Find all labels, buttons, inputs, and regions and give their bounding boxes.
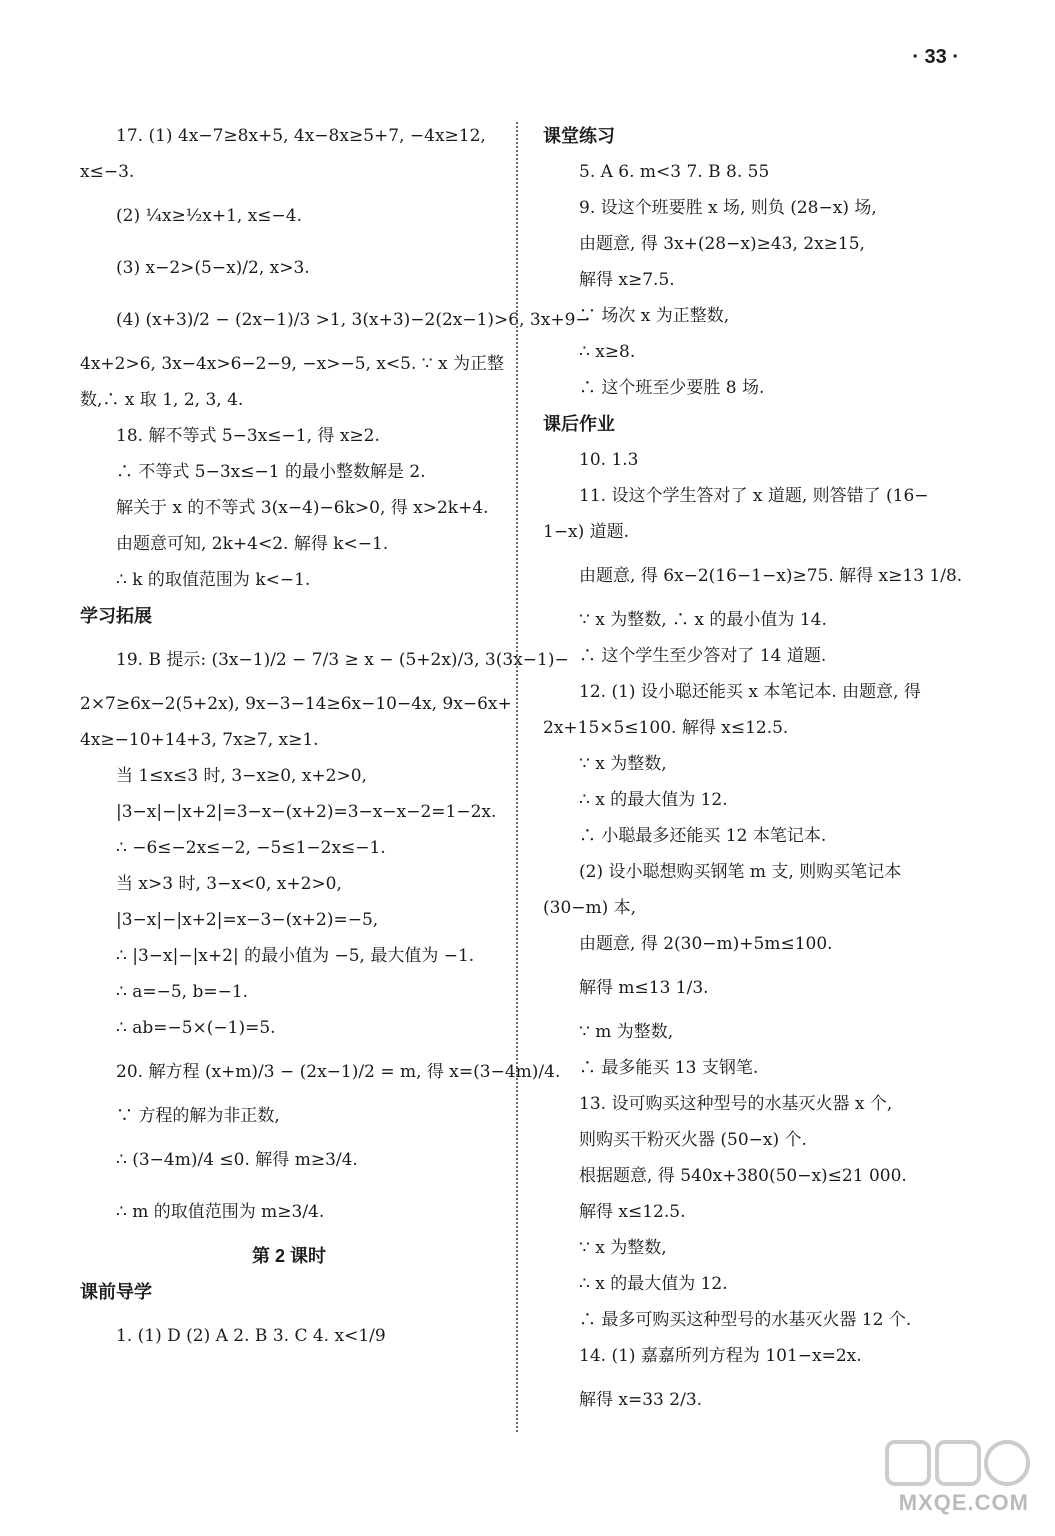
right-line: ∴ 最多能买 13 支钢笔.	[579, 1058, 759, 1078]
right-line: ∴ 小聪最多还能买 12 本笔记本.	[579, 826, 827, 846]
right-line: 课后作业	[543, 414, 615, 434]
left-line: |3−x|−|x+2|=3−x−(x+2)=3−x−x−2=1−2x.	[116, 802, 497, 822]
left-line: 20. 解方程 (x+m)/3 − (2x−1)/2 = m, 得 x=(3−4m)/4.	[116, 1062, 561, 1082]
right-line: 由题意, 得 3x+(28−x)≥43, 2x≥15,	[579, 234, 865, 254]
right-line: 则购买干粉灭火器 (50−x) 个.	[579, 1130, 807, 1150]
left-line: ∴ ab=−5×(−1)=5.	[116, 1018, 276, 1038]
right-line: ∵ x 为整数,	[579, 754, 667, 774]
right-line: 解得 x=33 2/3.	[579, 1390, 703, 1410]
left-line: ∴ k 的取值范围为 k<−1.	[116, 570, 311, 590]
right-line: ∵ x 为整数,	[579, 1238, 667, 1258]
left-line: ∴ a=−5, b=−1.	[116, 982, 249, 1002]
right-line: 由题意, 得 6x−2(16−1−x)≥75. 解得 x≥13 1/8.	[579, 566, 963, 586]
left-line: ∴ −6≤−2x≤−2, −5≤1−2x≤−1.	[116, 838, 386, 858]
right-line: ∴ x 的最大值为 12.	[579, 790, 728, 810]
left-line: ∵ 方程的解为非正数,	[116, 1106, 280, 1126]
left-line: 解关于 x 的不等式 3(x−4)−6k>0, 得 x>2k+4.	[116, 498, 489, 518]
left-line: 第 2 课时	[251, 1246, 326, 1266]
right-line: (30−m) 本,	[543, 898, 637, 918]
right-line: 课堂练习	[543, 126, 615, 146]
right-line: 解得 x≥7.5.	[579, 270, 675, 290]
right-line: 解得 x≤12.5.	[579, 1202, 686, 1222]
right-line: 解得 m≤13 1/3.	[579, 978, 709, 998]
left-line: 17. (1) 4x−7≥8x+5, 4x−8x≥5+7, −4x≥12,	[116, 126, 486, 146]
left-line: (3) x−2>(5−x)/2, x>3.	[116, 258, 310, 278]
right-line: 10. 1.3	[579, 450, 639, 470]
page-number: · 33 ·	[912, 46, 959, 68]
left-line: 当 x>3 时, 3−x<0, x+2>0,	[116, 874, 342, 894]
right-line: 12. (1) 设小聪还能买 x 本笔记本. 由题意, 得	[579, 682, 921, 702]
right-line: 由题意, 得 2(30−m)+5m≤100.	[579, 934, 833, 954]
right-line: 14. (1) 嘉嘉所列方程为 101−x=2x.	[579, 1346, 862, 1366]
right-line: ∵ x 为整数, ∴ x 的最小值为 14.	[579, 610, 827, 630]
left-line: (4) (x+3)/2 − (2x−1)/3 >1, 3(x+3)−2(2x−1)>6, 3x+9−	[116, 310, 590, 330]
left-line: ∴ m 的取值范围为 m≥3/4.	[116, 1202, 325, 1222]
left-line: 数,∴ x 取 1, 2, 3, 4.	[80, 390, 244, 410]
right-line: 13. 设可购买这种型号的水基灭火器 x 个,	[579, 1094, 893, 1114]
right-column	[543, 118, 968, 1426]
left-line: x≤−3.	[80, 162, 135, 182]
left-line: ∴ |3−x|−|x+2| 的最小值为 −5, 最大值为 −1.	[116, 946, 475, 966]
watermark-text: MXQE.COM	[898, 1490, 1029, 1515]
right-line: ∴ 这个班至少要胜 8 场.	[579, 378, 765, 398]
right-line: 9. 设这个班要胜 x 场, 则负 (28−x) 场,	[579, 198, 877, 218]
right-line: 11. 设这个学生答对了 x 道题, 则答错了 (16−	[579, 486, 929, 506]
right-line: 5. A 6. m<3 7. B 8. 55	[579, 162, 770, 182]
left-line: 当 1≤x≤3 时, 3−x≥0, x+2>0,	[116, 766, 367, 786]
right-line: (2) 设小聪想购买钢笔 m 支, 则购买笔记本	[579, 862, 902, 882]
left-line: 4x≥−10+14+3, 7x≥7, x≥1.	[80, 730, 319, 750]
left-line: 19. B 提示: (3x−1)/2 − 7/3 ≥ x − (5+2x)/3, 3(3x−1)−	[116, 650, 569, 670]
right-line: ∴ x 的最大值为 12.	[579, 1274, 728, 1294]
left-line: 4x+2>6, 3x−4x>6−2−9, −x>−5, x<5. ∵ x 为正整	[80, 354, 504, 374]
left-line: ∴ 不等式 5−3x≤−1 的最小整数解是 2.	[116, 462, 426, 482]
column-divider	[516, 122, 518, 1432]
left-line: 1. (1) D (2) A 2. B 3. C 4. x<1/9	[116, 1326, 386, 1346]
left-line: (2) ¹⁄₄x≥¹⁄₂x+1, x≤−4.	[116, 206, 303, 226]
right-line: ∴ 最多可购买这种型号的水基灭火器 12 个.	[579, 1310, 912, 1330]
right-line: 1−x) 道题.	[543, 522, 630, 542]
left-line: 2×7≥6x−2(5+2x), 9x−3−14≥6x−10−4x, 9x−6x+	[80, 694, 512, 714]
right-line: ∴ 这个学生至少答对了 14 道题.	[579, 646, 827, 666]
right-line: 根据题意, 得 540x+380(50−x)≤21 000.	[579, 1166, 907, 1186]
left-line: |3−x|−|x+2|=x−3−(x+2)=−5,	[116, 910, 379, 930]
right-line: ∴ x≥8.	[579, 342, 636, 362]
right-line: 2x+15×5≤100. 解得 x≤12.5.	[543, 718, 789, 738]
left-line: ∴ (3−4m)/4 ≤0. 解得 m≥3/4.	[116, 1150, 358, 1170]
right-line: ∵ 场次 x 为正整数,	[579, 306, 730, 326]
right-line: ∵ m 为整数,	[579, 1022, 674, 1042]
left-line: 学习拓展	[80, 606, 152, 626]
left-line: 18. 解不等式 5−3x≤−1, 得 x≥2.	[116, 426, 380, 446]
left-line: 课前导学	[80, 1282, 152, 1302]
left-line: 由题意可知, 2k+4<2. 解得 k<−1.	[116, 534, 389, 554]
